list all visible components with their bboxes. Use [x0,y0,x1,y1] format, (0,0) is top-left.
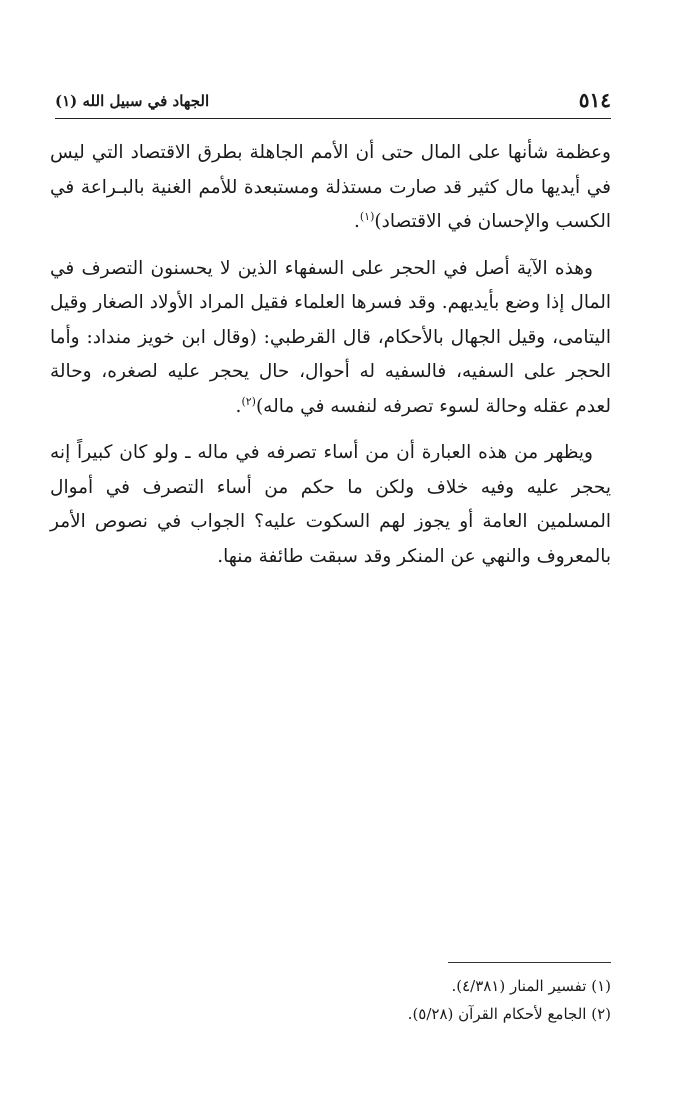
footnote-ref-2: (٢) [241,394,256,408]
paragraph-1-tail: . [353,211,360,232]
paragraph-2-text: وهذه الآية أصل في الحجر على السفهاء الذين لا يحسنون التصرف في المال إذا وضع بأيديهم. وقد فسرها العلماء فقيل المراد الأولاد الصغار وقيل اليتامى، وقيل الجهال بالأحكام، قال القرطبي: (وقال ابن خويز منداد: وأما الحجر على السفيه، فالسفيه له أحوال، حال يحجر عليه لصغره، وحالة لعدم عقله وحالة لسوء تصرفه لنفسه في ماله) [50,257,611,417]
footnote-1: (١) تفسير المنار (٤/٣٨١). [451,977,611,995]
paragraph-1 [50,136,611,240]
paragraph-1-text: وعظمة شأنها على المال حتى أن الأمم الجاهلة بطرق الاقتصاد التي ليس في أيديها مال كثير قد صارت مستذلة ومستبعدة للأمم الغنية بالبـراعة في الكسب والإحسان في الاقتصاد) [50,142,611,232]
body-text [50,136,611,586]
footnote-2: (٢) الجامع لأحكام القرآن (٥/٢٨). [407,1005,611,1023]
paragraph-2 [50,252,611,425]
page-number: ٥١٤ [578,88,611,112]
header-rule [55,118,611,119]
paragraph-2-tail: . [235,395,242,417]
footnote-rule [448,962,611,963]
running-title: الجهاد في سبيل الله (١) [55,92,210,110]
footnotes [280,972,611,1028]
footnote-ref-1: (١) [359,209,375,223]
paragraph-3 [50,436,611,574]
paragraph-3-text: ويظهر من هذه العبارة أن من أساء تصرفه في ماله ـ ولو كان كبيراً إنه يحجر عليه وفيه خلاف ولكن ما حكم من أساء التصرف في أموال المسلمين العامة أو يجوز لهم السكوت عليه؟ الجواب في نصوص الأمر بالمعروف والنهي عن المنكر وقد سبقت طائفة منها. [50,442,611,567]
page-header [55,86,611,116]
